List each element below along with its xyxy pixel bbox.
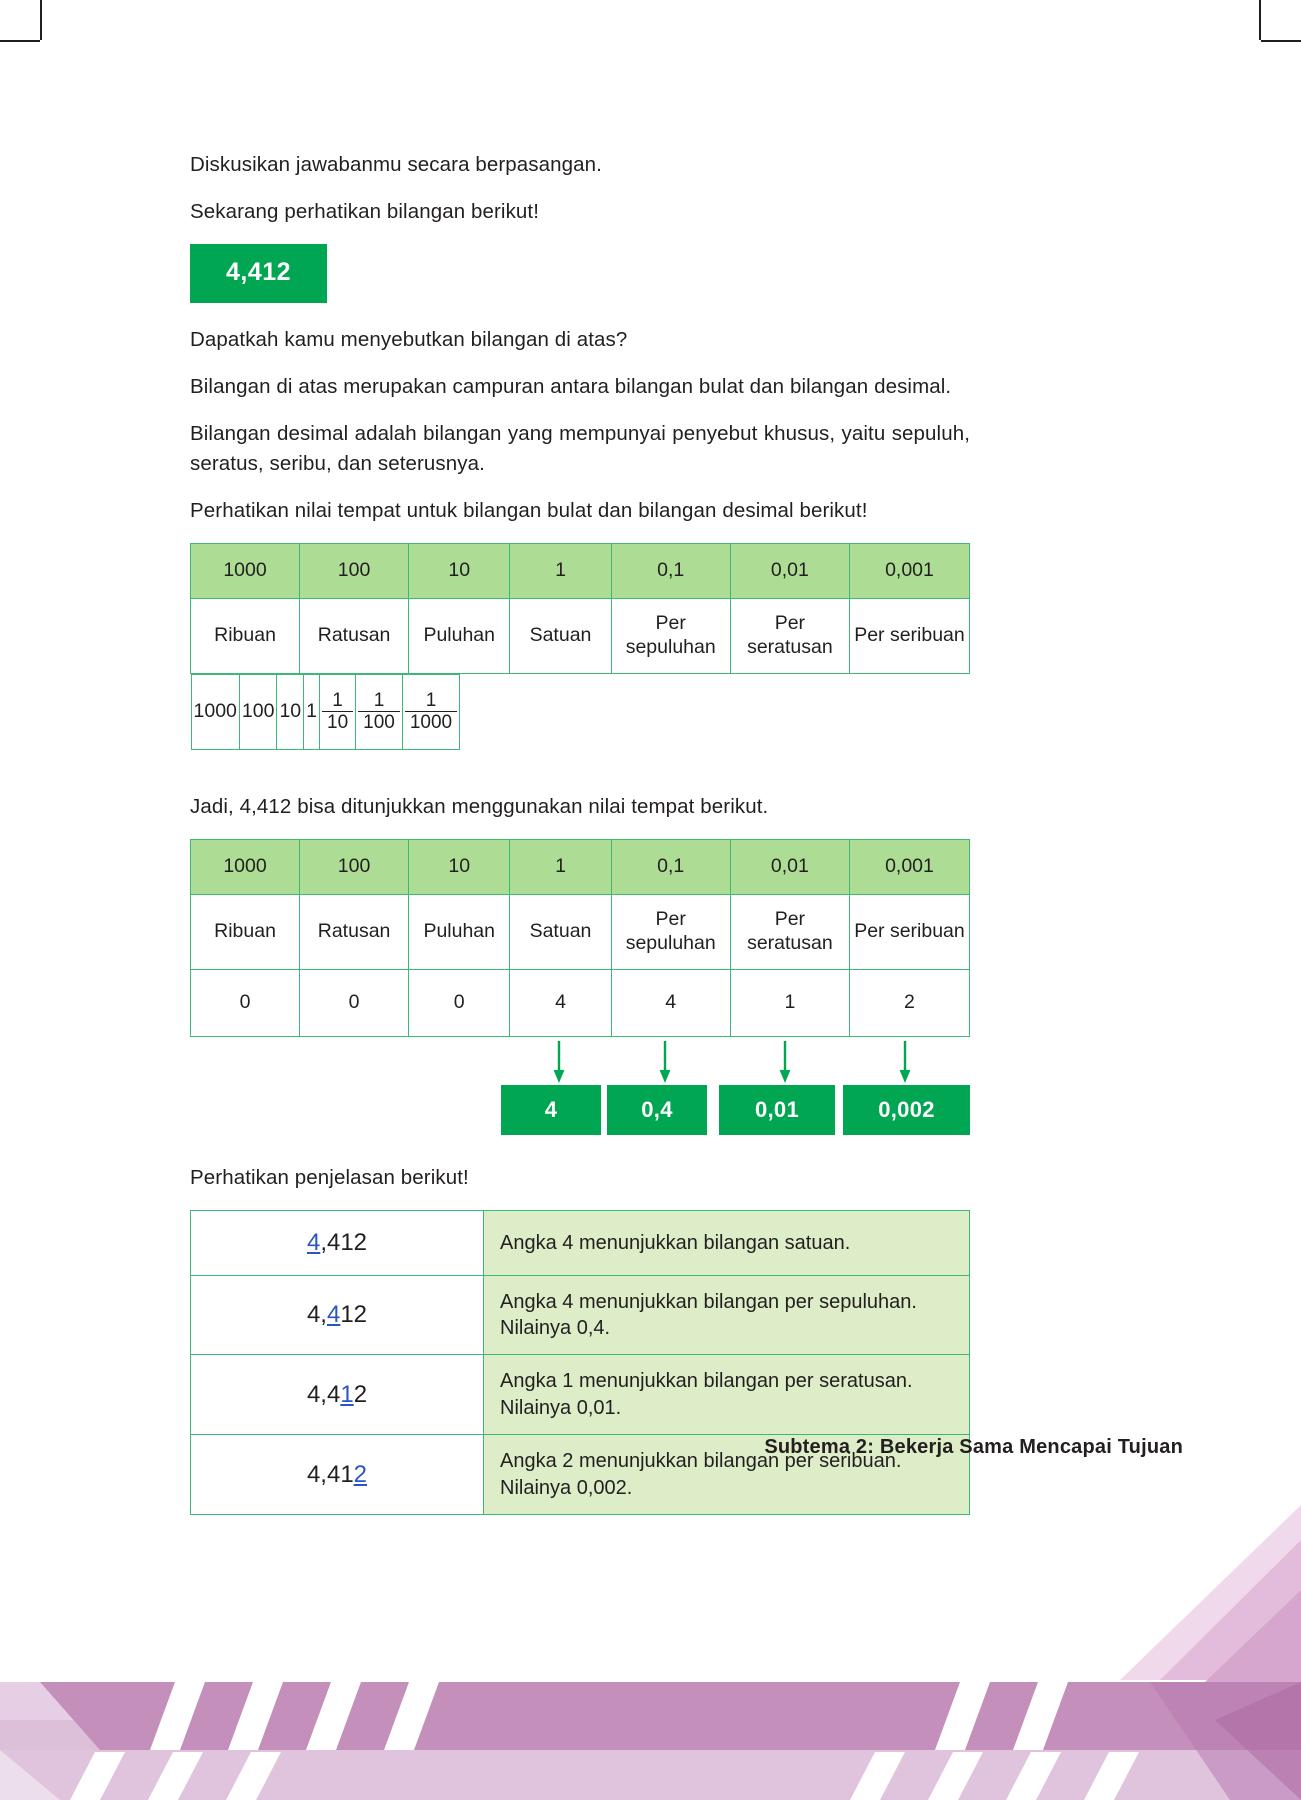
table-row-names: [191, 598, 970, 673]
explanation-number-cell: [191, 1435, 484, 1515]
arrow-strip: [190, 1037, 970, 1085]
number-suffix: 12: [340, 1301, 368, 1329]
arrow-down-icon: [551, 1041, 567, 1083]
page-number: 59: [1212, 1433, 1243, 1463]
table-row: [191, 1210, 970, 1275]
explanation-description-cell: Angka 4 menunjukkan bilangan per sepuluhan. Nilainya 0,4.: [484, 1275, 970, 1355]
decimal-number-badge: 4,412: [190, 244, 327, 303]
decimal-badge-row: [190, 244, 970, 303]
result-box-satuan: 4: [501, 1085, 601, 1135]
table-cell: Ratusan: [300, 894, 409, 969]
explanation-table: [190, 1210, 970, 1515]
table-cell: 0,1: [611, 839, 730, 894]
table-row: [191, 1275, 970, 1355]
table-cell: 0,01: [730, 839, 849, 894]
table-cell: Per seribuan: [849, 598, 969, 673]
table-cell: Per seratusan: [730, 894, 849, 969]
caption-explanation: Perhatikan penjelasan berikut!: [190, 1165, 469, 1189]
table-cell: 1000: [191, 674, 239, 749]
paragraph-decimal-definition: Bilangan desimal adalah bilangan yang mempunyai penyebut khusus, yaitu sepuluh, seratus, seribu, dan seterusnya.: [190, 422, 970, 475]
table-row-values: [191, 674, 461, 750]
instruction-discuss: Diskusikan jawabanmu secara berpasangan.: [190, 153, 602, 176]
table-cell-fraction: [402, 674, 459, 749]
fraction-numerator: 1: [332, 690, 343, 711]
explanation-number-cell: [191, 1210, 484, 1275]
table-row: [191, 1355, 970, 1435]
table-cell: 10: [409, 839, 510, 894]
table-cell: Ribuan: [191, 598, 300, 673]
table-cell: 1000: [191, 543, 300, 598]
crop-mark-top-right-horizontal: [1261, 40, 1301, 42]
table-cell: Per seratusan: [730, 598, 849, 673]
explanation-description-cell: Angka 1 menunjukkan bilangan per seratusan. Nilainya 0,01.: [484, 1355, 970, 1435]
number-highlight: 1: [340, 1380, 354, 1408]
table-cell: 0,001: [849, 839, 969, 894]
number-prefix: 4,4: [306, 1380, 341, 1408]
place-value-table-reference: [190, 543, 970, 750]
table-cell: 0,1: [611, 543, 730, 598]
table-row-digits: [191, 969, 970, 1036]
arrow-down-icon: [777, 1041, 793, 1083]
table-cell: Ribuan: [191, 894, 300, 969]
fraction-numerator: 1: [425, 690, 437, 711]
number-suffix: ,412: [320, 1228, 368, 1256]
explanation-number-cell: [191, 1275, 484, 1355]
table-cell: 1: [510, 543, 611, 598]
table-cell: Satuan: [510, 894, 611, 969]
result-box-seratusan: 0,01: [719, 1085, 835, 1135]
table-cell: 100: [239, 674, 277, 749]
fraction-numerator: 1: [373, 690, 385, 711]
table-cell: 4: [611, 969, 730, 1036]
table-cell: 1000: [191, 839, 300, 894]
table-row-names: [191, 894, 970, 969]
table-row-header: [191, 839, 970, 894]
table-cell: 1: [304, 674, 320, 749]
instruction-observe: Sekarang perhatikan bilangan berikut!: [190, 200, 540, 224]
table-cell: 4: [510, 969, 611, 1036]
table-cell: 100: [300, 543, 409, 598]
table-cell-fraction: [320, 674, 356, 749]
fraction-denominator: 100: [358, 711, 400, 733]
table-cell: 1: [730, 969, 849, 1036]
fraction-denominator: 10: [322, 711, 353, 733]
result-boxes-strip: [190, 1085, 970, 1137]
table-cell: Per sepuluhan: [611, 598, 730, 673]
page-content: [190, 150, 970, 1515]
table-cell: 1: [510, 839, 611, 894]
explanation-description-cell: Angka 4 menunjukkan bilangan satuan.: [484, 1210, 970, 1275]
place-value-table-example: [190, 839, 970, 1037]
number-suffix: 2: [353, 1380, 368, 1408]
table-cell: 100: [300, 839, 409, 894]
fraction: [358, 690, 400, 734]
arrow-down-icon: [897, 1041, 913, 1083]
paragraph-mixed-number: Bilangan di atas merupakan campuran antara bilangan bulat dan bilangan desimal.: [190, 375, 952, 399]
fraction: [405, 690, 457, 734]
table-cell: 0: [191, 969, 300, 1036]
fraction-denominator: 1000: [405, 711, 457, 733]
crop-mark-top-right-vertical: [1259, 0, 1261, 40]
footer-subtema-title: Subtema 2: Bekerja Sama Mencapai Tujuan: [764, 1436, 1183, 1458]
number-prefix: 4,: [306, 1301, 327, 1329]
table-cell: 10: [409, 543, 510, 598]
table-cell: Per seribuan: [849, 894, 969, 969]
table-cell: Puluhan: [409, 598, 510, 673]
table-cell: Per sepuluhan: [611, 894, 730, 969]
number-prefix: 4,41: [306, 1460, 354, 1488]
table-cell-fraction: [356, 674, 403, 749]
explanation-description-cell: Angka 2 menunjukkan bilangan per seribuan. Nilainya 0,002.: [484, 1435, 970, 1515]
table-cell: 2: [849, 969, 969, 1036]
result-box-seribuan: 0,002: [843, 1085, 970, 1135]
number-highlight: 4: [306, 1228, 321, 1256]
table-cell: 0,01: [730, 543, 849, 598]
question-can-you-say: Dapatkah kamu menyebutkan bilangan di atas?: [190, 328, 628, 352]
table-row-header: [191, 543, 970, 598]
table-cell: Puluhan: [409, 894, 510, 969]
caption-jadi: Jadi, 4,412 bisa ditunjukkan menggunakan nilai tempat berikut.: [190, 794, 769, 818]
explanation-number-cell: [191, 1355, 484, 1435]
number-highlight: 4: [326, 1301, 341, 1329]
arrow-down-icon: [657, 1041, 673, 1083]
table-cell: 10: [277, 674, 304, 749]
result-box-sepuluhan: 0,4: [607, 1085, 707, 1135]
table-cell: 0,001: [849, 543, 969, 598]
crop-mark-top-left-horizontal: [0, 40, 40, 42]
number-highlight: 2: [353, 1460, 368, 1488]
table-cell: Ratusan: [300, 598, 409, 673]
table-cell: 0: [409, 969, 510, 1036]
table-cell: 0: [300, 969, 409, 1036]
crop-mark-top-left-vertical: [40, 0, 42, 40]
table-cell: Satuan: [510, 598, 611, 673]
instruction-place-value: Perhatikan nilai tempat untuk bilangan bulat dan bilangan desimal berikut!: [190, 498, 868, 522]
fraction: [322, 690, 353, 734]
